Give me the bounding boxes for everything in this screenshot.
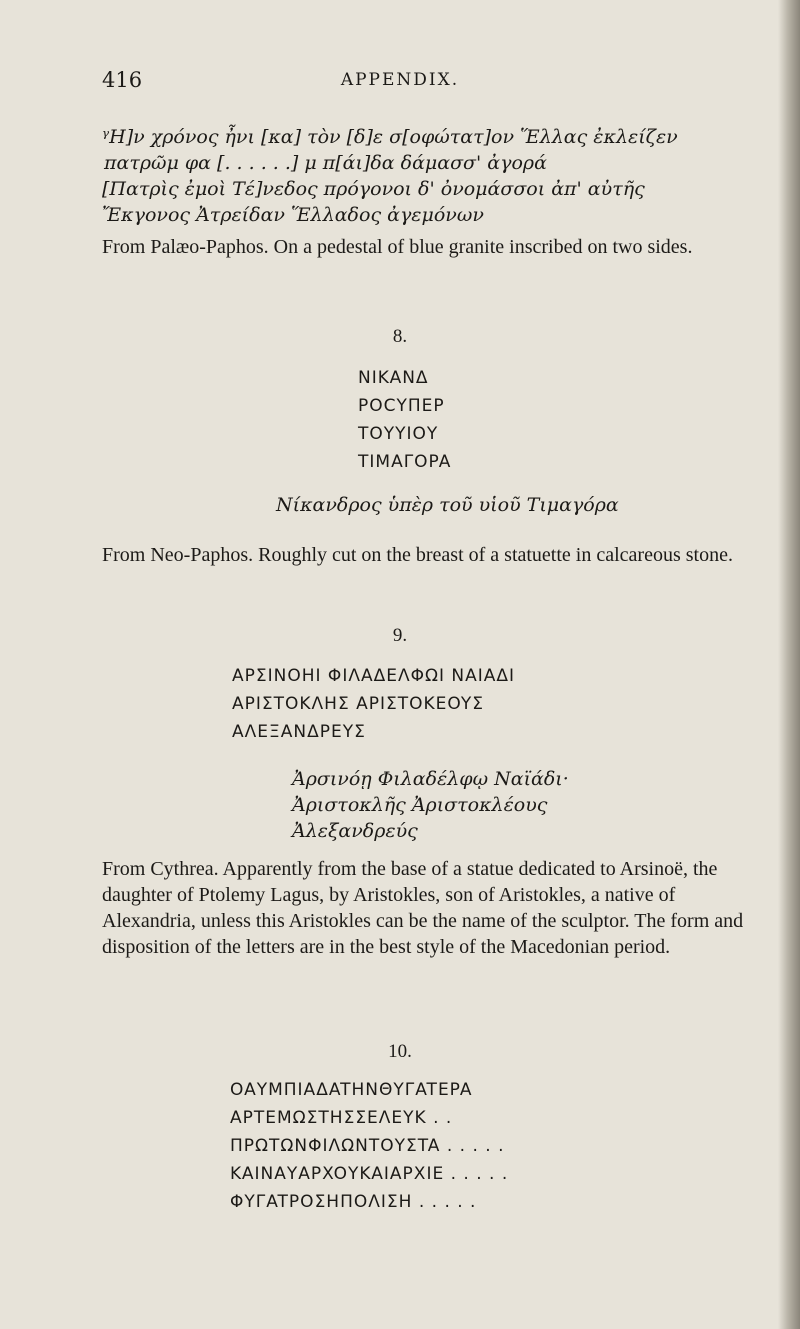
capital-line: ΦΥΓATPOΣHΠOΛIΣH . . . . . [230, 1192, 477, 1212]
greek-line: ᵞΗ]ν χρόνος ἦνι [κα] τὸν [δ]ε σ[οφώτατ]ον Ἕλλας ἐκλείζεν [102, 126, 678, 148]
inscription-9-capitals [232, 662, 752, 746]
inscription-7-note: From Palæo-Paphos. On a pedestal of blue granite inscribed on two sides. [102, 236, 693, 258]
capital-line: APIΣTOKΛHΣ APIΣTOKΕOYΣ [232, 694, 484, 714]
inscription-8-greek: Νίκανδρος ὑπὲρ τοῦ υἱοῦ Τιμαγόρα [276, 494, 619, 516]
capital-line: TOΥΥIOΥ [358, 424, 439, 444]
inscription-9-note: From Cythrea. Apparently from the base of a statue dedicated to Arsinoë, the daughter of Ptolemy Lagus, by Aristokles, son of Aristokles, a native of Alexandria, unless this Aristokles can be the name of the sculptor. The form and disposition of the letters are in the best style of the Macedonian period. [102, 858, 744, 958]
greek-line: Ἀριστοκλῆς Ἀριστοκλέους [292, 794, 548, 816]
page-edge-shadow [778, 0, 800, 1329]
capital-line: AΛEΞANΔPEYΣ [232, 722, 366, 742]
greek-line: Ἔκγονος Ἀτρείδαν Ἕλλαδος ἀγεμόνων [102, 204, 484, 226]
greek-line: [Πατρὶς ἐμοὶ Τέ]νεδος πρόγονοι δ' ὀνομάσσοι ἀπ' αὐτῆς [102, 178, 645, 200]
page-header [0, 68, 800, 104]
inscription-8-capitals [358, 364, 658, 476]
capital-line: POCΥΠEP [358, 396, 445, 416]
inscription-10-capitals [230, 1076, 750, 1216]
greek-line: πατρῶμ φα [. . . . . .] μ π[άι]δα δάμασσ' ἀγορά [104, 152, 547, 174]
running-title: APPENDIX. [340, 70, 460, 90]
inscription-7-greek [102, 124, 762, 228]
capital-line: ΠPΩTΩNΦIΛΩNTOΥΣTA . . . . . [230, 1136, 505, 1156]
capital-line: KAINAΥAPXOΥKAIAPXIE . . . . . [230, 1164, 509, 1184]
inscription-8-number: 8. [392, 326, 408, 347]
capital-line: APTEMΩΣTHΣΣEΛEΥK . . [230, 1108, 453, 1128]
inscription-9-number: 9. [392, 625, 408, 646]
inscription-9-greek [292, 766, 732, 844]
capital-line: OAΥMΠIAΔATHNΘΥΓATEPA [230, 1080, 473, 1100]
greek-line: Ἀλεξανδρεύς [292, 820, 418, 842]
capital-line: TIMAΓOPA [358, 452, 452, 472]
capital-line: APΣINOHI ΦIΛAΔEΛΦΩI NAΙAΔI [232, 666, 516, 686]
greek-line: Ἀρσινόῃ Φιλαδέλφῳ Ναϊάδι· [292, 768, 569, 790]
page-number: 416 [102, 68, 143, 92]
capital-line: NIKANΔ [358, 368, 429, 388]
inscription-10-number: 10. [388, 1041, 412, 1062]
inscription-8-note: From Neo-Paphos. Roughly cut on the breast of a statuette in calcareous stone. [102, 544, 733, 566]
